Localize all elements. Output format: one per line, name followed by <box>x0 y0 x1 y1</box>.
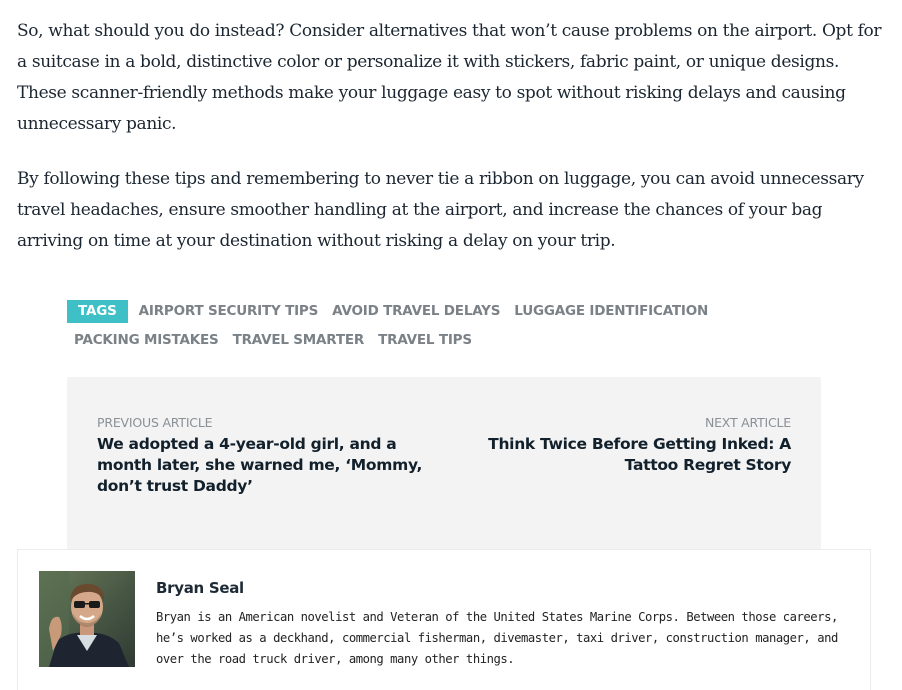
author-bio: Bryan is an American novelist and Veteran of the United States Marine Corps. Between those careers, he’s worked as a deckhand, commercial fisherman, divemaster, taxi driver, construction manager, and over the road truck driver, among many other things. <box>156 610 838 666</box>
next-article[interactable] <box>461 415 791 476</box>
tag-link[interactable]: TRAVEL TIPS <box>378 332 472 348</box>
tag-link[interactable]: AIRPORT SECURITY TIPS <box>138 303 319 319</box>
tags-label: TAGS <box>67 300 128 323</box>
tags-row <box>67 299 827 323</box>
tags-row <box>67 328 827 352</box>
author-avatar[interactable] <box>39 571 135 667</box>
previous-article-label: PREVIOUS ARTICLE <box>97 415 213 430</box>
author-box <box>17 549 871 690</box>
tags-section <box>67 299 827 357</box>
tag-link[interactable]: LUGGAGE IDENTIFICATION <box>514 303 709 319</box>
tag-link[interactable]: PACKING MISTAKES <box>74 332 219 348</box>
tag-link[interactable]: TRAVEL SMARTER <box>232 332 365 348</box>
author-name[interactable]: Bryan Seal <box>156 579 244 597</box>
tag-link[interactable]: AVOID TRAVEL DELAYS <box>332 303 501 319</box>
article-paragraph: By following these tips and remembering to never tie a ribbon on luggage, you can avoid unnecessary travel headaches, ensure smoother handling at the airport, and increase the chances of your bag arriving on time at your destination without risking a delay on your trip. <box>17 169 864 251</box>
previous-article-title[interactable]: We adopted a 4-year-old girl, and a month later, she warned me, ‘Mommy, don’t trust Daddy’ <box>97 435 423 495</box>
previous-article[interactable] <box>97 415 447 497</box>
next-article-title[interactable]: Think Twice Before Getting Inked: A Tattoo Regret Story <box>488 435 791 474</box>
next-article-label: NEXT ARTICLE <box>704 415 791 430</box>
post-navigation <box>67 377 821 549</box>
article-paragraph: So, what should you do instead? Consider alternatives that won’t cause problems on the airport. Opt for a suitcase in a bold, distinctive color or personalize it with stickers, fabric paint, or unique designs. These scanner-friendly methods make your luggage easy to spot without risking delays and causing unnecessary panic. <box>17 21 882 134</box>
author-photo <box>39 571 135 667</box>
